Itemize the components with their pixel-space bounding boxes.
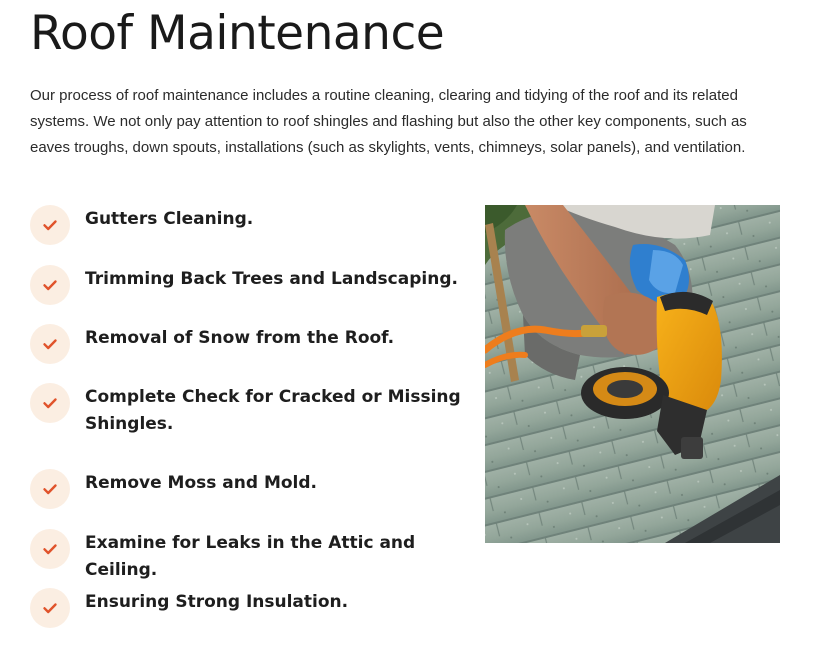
list-item-label: Gutters Cleaning.: [85, 209, 254, 229]
page-title: Roof Maintenance: [30, 6, 445, 61]
check-icon: [42, 277, 58, 293]
intro-paragraph: Our process of roof maintenance includes a routine cleaning, clearing and tidying of the roof and its related systems. We not only pay attention to roof shingles and flashing but also the other key components, such as eaves troughs, down spouts, installations (such as skylights, vents, chimneys, solar panels), and ventilation.: [30, 87, 747, 156]
roofer-photo: [485, 205, 780, 543]
check-icon: [42, 600, 58, 616]
list-item-label: Ensuring Strong Insulation.: [85, 592, 349, 612]
check-icon: [42, 217, 58, 233]
list-item-label: Remove Moss and Mold.: [85, 473, 318, 493]
check-badge: [30, 265, 70, 305]
check-badge: [30, 469, 70, 509]
check-badge: [30, 529, 70, 569]
check-badge: [30, 324, 70, 364]
list-item-label: Complete Check for Cracked or Missing Shingles.: [85, 387, 461, 434]
check-badge: [30, 383, 70, 423]
check-icon: [42, 336, 58, 352]
check-badge: [30, 205, 70, 245]
check-badge: [30, 588, 70, 628]
list-item-label: Examine for Leaks in the Attic and Ceiling.: [85, 533, 416, 580]
list-item-label: Trimming Back Trees and Landscaping.: [85, 269, 458, 289]
check-icon: [42, 395, 58, 411]
list-item-label: Removal of Snow from the Roof.: [85, 328, 395, 348]
check-icon: [42, 481, 58, 497]
check-icon: [42, 541, 58, 557]
